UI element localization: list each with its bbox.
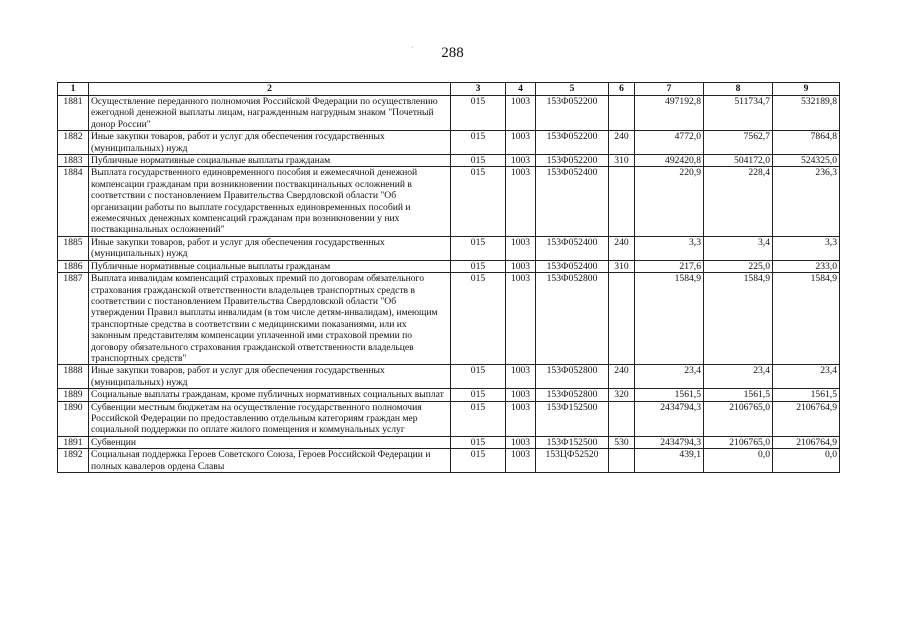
target-article-code: 153Ф052800 (536, 389, 609, 401)
table-row (58, 155, 840, 167)
ministry-code: 015 (451, 131, 506, 155)
ministry-code: 015 (451, 167, 506, 236)
amount-col8: 228,4 (704, 167, 773, 236)
expense-type-code (609, 273, 635, 365)
column-header: 4 (506, 83, 536, 96)
expense-type-code (609, 167, 635, 236)
table-row (58, 273, 840, 365)
amount-col8: 511734,7 (704, 96, 773, 131)
row-description: Публичные нормативные социальные выплаты гражданам (89, 155, 451, 167)
ministry-code: 015 (451, 273, 506, 365)
amount-col8: 504172,0 (704, 155, 773, 167)
table-row (58, 389, 840, 401)
target-article-code: 153Ф052400 (536, 236, 609, 260)
target-article-code: 153Ф152500 (536, 401, 609, 436)
row-number: 1891 (58, 436, 89, 448)
row-description: Выплата инвалидам компенсаций страховых премий по договорам обязательного страхования гражданской ответственности владельцев транспортных средств в соответствии с постановлением Правительства Свердловской области "Об утверждении Правил выплаты инвалидам (в том числе детям-инвалидам), имеющим транспортные средства в соответствии с медицинскими показаниями, или их законным представителям компенсации уплаченной ими страховой премии по договору обязательного страхования гражданской ответственности владельцев транспортных средств" (89, 273, 451, 365)
ministry-code: 015 (451, 365, 506, 389)
amount-col7: 4772,0 (635, 131, 704, 155)
amount-col7: 492420,8 (635, 155, 704, 167)
amount-col7: 3,3 (635, 236, 704, 260)
amount-col8: 2106765,0 (704, 436, 773, 448)
row-number: 1886 (58, 260, 89, 272)
table-row (58, 365, 840, 389)
row-number: 1889 (58, 389, 89, 401)
row-description: Осуществление переданного полномочия Российской Федерации по осуществлению ежегодной денежной выплаты лицам, награжденным нагрудным знаком "Почетный донор России" (89, 96, 451, 131)
amount-col7: 23,4 (635, 365, 704, 389)
amount-col8: 7562,7 (704, 131, 773, 155)
target-article-code: 153Ф052400 (536, 167, 609, 236)
target-article-code: 153Ф052800 (536, 365, 609, 389)
column-header: 6 (609, 83, 635, 96)
amount-col8: 1561,5 (704, 389, 773, 401)
section-code: 1003 (506, 155, 536, 167)
row-description: Социальные выплаты гражданам, кроме публичных нормативных социальных выплат (89, 389, 451, 401)
amount-col7: 2434794,3 (635, 436, 704, 448)
table-row (58, 401, 840, 436)
table-row (58, 167, 840, 236)
row-number: 1890 (58, 401, 89, 436)
expense-type-code: 310 (609, 155, 635, 167)
section-code: 1003 (506, 131, 536, 155)
column-header: 2 (89, 83, 451, 96)
target-article-code: 153Ф052200 (536, 96, 609, 131)
target-article-code: 153Ф052200 (536, 155, 609, 167)
section-code: 1003 (506, 96, 536, 131)
table-row (58, 96, 840, 131)
table-row (58, 236, 840, 260)
amount-col7: 439,1 (635, 449, 704, 473)
row-description: Иные закупки товаров, работ и услуг для обеспечения государственных (муниципальных) нужд (89, 365, 451, 389)
row-description: Иные закупки товаров, работ и услуг для обеспечения государственных (муниципальных) нужд (89, 131, 451, 155)
ministry-code: 015 (451, 96, 506, 131)
amount-col8: 225,0 (704, 260, 773, 272)
column-header: 1 (58, 83, 89, 96)
row-description: Иные закупки товаров, работ и услуг для обеспечения государственных (муниципальных) нужд (89, 236, 451, 260)
ministry-code: 015 (451, 260, 506, 272)
section-code: 1003 (506, 273, 536, 365)
table-row (58, 131, 840, 155)
row-number: 1881 (58, 96, 89, 131)
target-article-code: 153ЦФ52520 (536, 449, 609, 473)
page-number: 288 (441, 45, 464, 61)
table-row (58, 449, 840, 473)
expense-type-code: 240 (609, 365, 635, 389)
section-code: 1003 (506, 436, 536, 448)
section-code: 1003 (506, 167, 536, 236)
amount-col7: 1561,5 (635, 389, 704, 401)
expense-type-code (609, 401, 635, 436)
amount-col9: 2106764,9 (773, 436, 840, 448)
target-article-code: 153Ф052200 (536, 131, 609, 155)
expense-type-code (609, 449, 635, 473)
amount-col8: 3,4 (704, 236, 773, 260)
amount-col9: 1561,5 (773, 389, 840, 401)
amount-col9: 2106764,9 (773, 401, 840, 436)
amount-col8: 23,4 (704, 365, 773, 389)
expense-type-code: 310 (609, 260, 635, 272)
budget-table (57, 82, 840, 473)
amount-col9: 233,0 (773, 260, 840, 272)
column-header: 3 (451, 83, 506, 96)
ministry-code: 015 (451, 389, 506, 401)
amount-col7: 2434794,3 (635, 401, 704, 436)
expense-type-code: 530 (609, 436, 635, 448)
row-number: 1887 (58, 273, 89, 365)
section-code: 1003 (506, 260, 536, 272)
expense-type-code: 240 (609, 131, 635, 155)
row-number: 1885 (58, 236, 89, 260)
column-header-row (58, 83, 840, 96)
ministry-code: 015 (451, 436, 506, 448)
ministry-code: 015 (451, 449, 506, 473)
row-description: Субвенции местным бюджетам на осуществление государственного полномочия Российской Федерации по предоставлению отдельным категориям граждан мер социальной поддержки по оплате жилого помещения и коммунальных услуг (89, 401, 451, 436)
amount-col7: 217,6 (635, 260, 704, 272)
table-row (58, 436, 840, 448)
row-description: Субвенции (89, 436, 451, 448)
column-header: 5 (536, 83, 609, 96)
amount-col7: 1584,9 (635, 273, 704, 365)
amount-col9: 1584,9 (773, 273, 840, 365)
row-number: 1888 (58, 365, 89, 389)
row-number: 1884 (58, 167, 89, 236)
ministry-code: 015 (451, 236, 506, 260)
section-code: 1003 (506, 401, 536, 436)
row-number: 1882 (58, 131, 89, 155)
amount-col9: 532189,8 (773, 96, 840, 131)
table-row (58, 260, 840, 272)
amount-col9: 0,0 (773, 449, 840, 473)
row-description: Публичные нормативные социальные выплаты гражданам (89, 260, 451, 272)
expense-type-code: 320 (609, 389, 635, 401)
target-article-code: 153Ф152500 (536, 436, 609, 448)
scan-dot: · (411, 43, 414, 52)
amount-col9: 23,4 (773, 365, 840, 389)
expense-type-code (609, 96, 635, 131)
row-description: Социальная поддержка Героев Советского Союза, Героев Российской Федерации и полных кавалеров ордена Славы (89, 449, 451, 473)
row-description: Выплата государственного единовременного пособия и ежемесячной денежной компенсации гражданам при возникновении поствакцинальных осложнений в соответствии с постановлением Правительства Свердловской области "Об организации работы по выплате государственных единовременных пособий и ежемесячных денежных компенсаций гражданам при возникновении у них поствакцинальных осложнений" (89, 167, 451, 236)
amount-col8: 1584,9 (704, 273, 773, 365)
target-article-code: 153Ф052400 (536, 260, 609, 272)
row-number: 1892 (58, 449, 89, 473)
ministry-code: 015 (451, 401, 506, 436)
row-number: 1883 (58, 155, 89, 167)
amount-col9: 524325,0 (773, 155, 840, 167)
amount-col7: 220,9 (635, 167, 704, 236)
expense-type-code: 240 (609, 236, 635, 260)
amount-col9: 3,3 (773, 236, 840, 260)
column-header: 9 (773, 83, 840, 96)
amount-col9: 7864,8 (773, 131, 840, 155)
section-code: 1003 (506, 236, 536, 260)
section-code: 1003 (506, 365, 536, 389)
section-code: 1003 (506, 449, 536, 473)
amount-col8: 0,0 (704, 449, 773, 473)
section-code: 1003 (506, 389, 536, 401)
target-article-code: 153Ф052800 (536, 273, 609, 365)
amount-col9: 236,3 (773, 167, 840, 236)
ministry-code: 015 (451, 155, 506, 167)
column-header: 7 (635, 83, 704, 96)
amount-col8: 2106765,0 (704, 401, 773, 436)
amount-col7: 497192,8 (635, 96, 704, 131)
column-header: 8 (704, 83, 773, 96)
